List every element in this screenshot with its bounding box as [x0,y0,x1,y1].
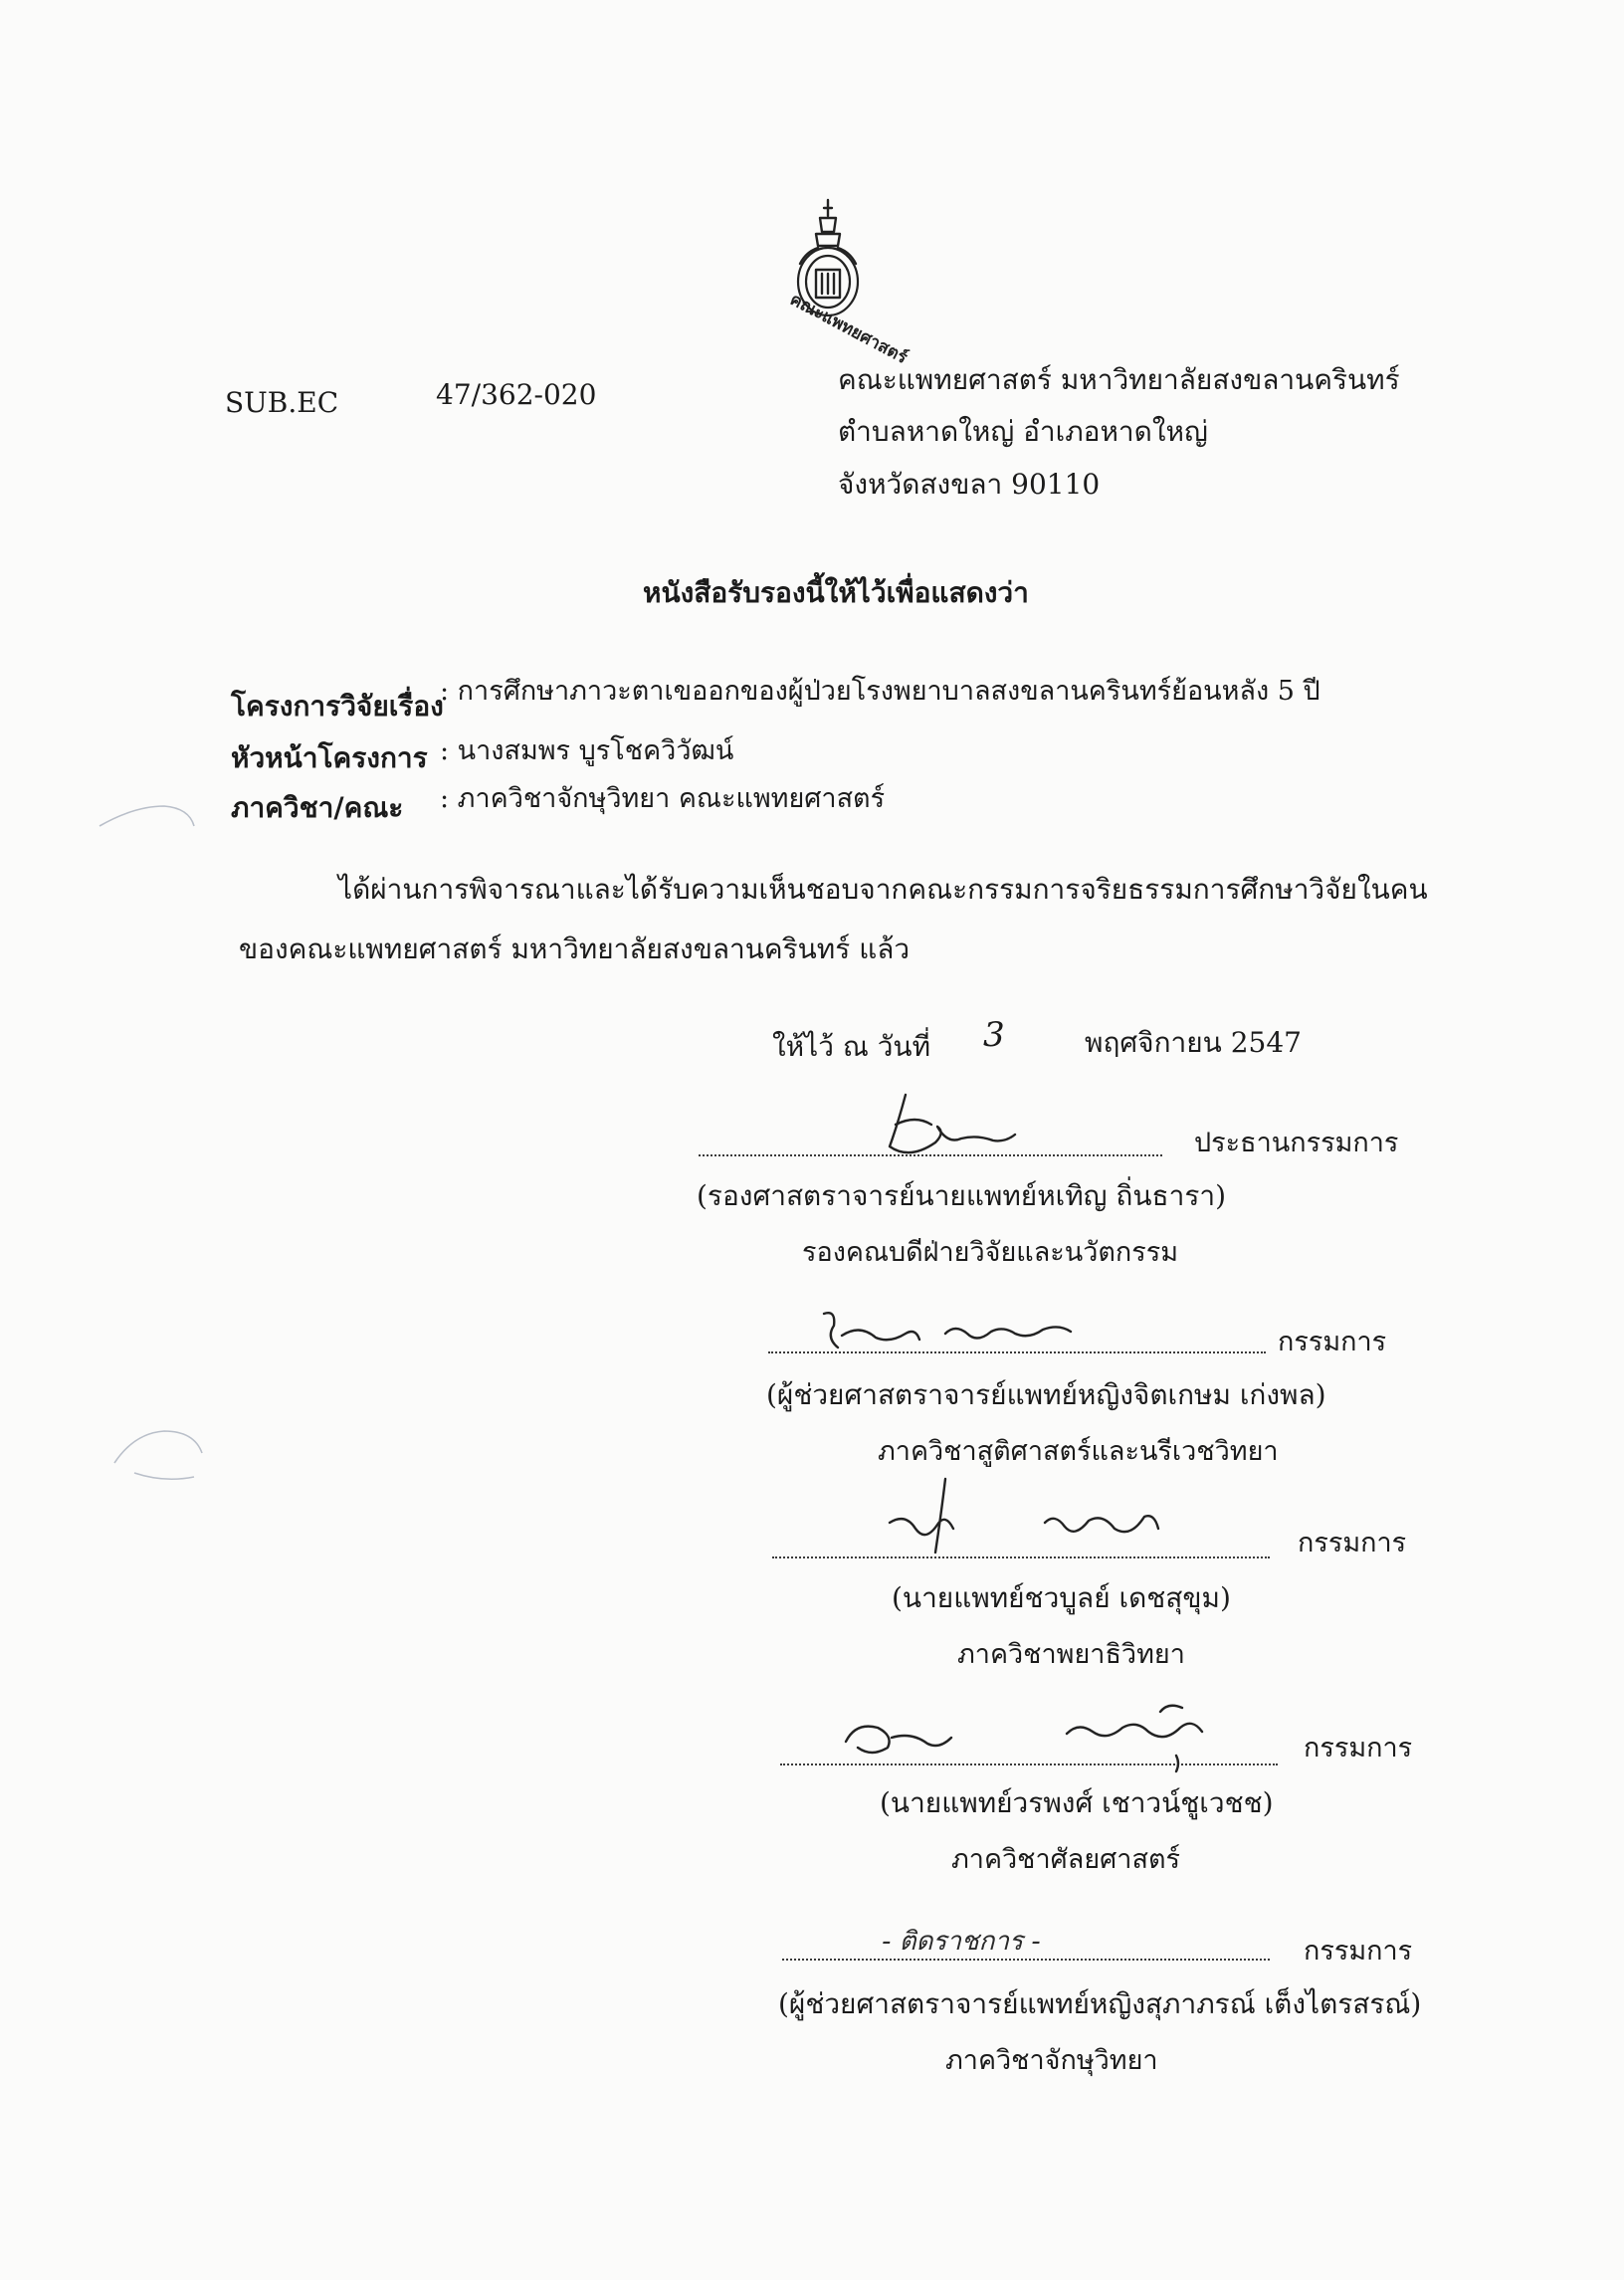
signatory-3-role: กรรมการ [1298,1528,1407,1558]
signatory-5-role: กรรมการ [1304,1936,1413,1967]
paper-fold-mark [104,1413,214,1493]
signatory-2-position: ภาควิชาสูติศาสตร์และนรีเวชวิทยา [878,1436,1279,1467]
signatory-1-role: ประธานกรรมการ [1194,1128,1399,1158]
project-head-value: : นางสมพร บูรโชควิวัฒน์ [440,735,734,766]
handwritten-signature [816,1304,1115,1363]
paper-fold-mark [95,786,204,836]
address-line-2: ตำบลหาดใหญ่ อำเภอหาดใหญ่ [838,415,1208,448]
signatory-4-role: กรรมการ [1304,1733,1413,1763]
handwritten-signature [876,1085,1025,1164]
handwritten-signature [876,1473,1194,1562]
project-dept-value: : ภาควิชาจักษุวิทยา คณะแพทยศาสตร์ [440,783,886,814]
body-line-2: ของคณะแพทยศาสตร์ มหาวิทยาลัยสงขลานครินทร์ แล้ว [239,933,911,965]
signatory-4-position: ภาควิชาศัลยศาสตร์ [951,1844,1180,1875]
signatory-5-position: ภาควิชาจักษุวิทยา [945,2045,1158,2076]
date-prefix: ให้ไว้ ณ วันที่ [772,1030,931,1063]
signatory-1-position: รองคณบดีฝ่ายวิจัยและนวัตกรรม [802,1237,1179,1268]
date-month-year: พฤศจิกายน 2547 [1085,1026,1302,1059]
signatory-3-name: (นายแพทย์ชวบูลย์ เดชสุขุม) [892,1581,1231,1614]
reference-number: 47/362-020 [436,378,597,411]
faculty-seal-logo [766,194,911,368]
reference-prefix: SUB.EC [225,386,339,419]
project-head-label: หัวหน้าโครงการ [231,741,428,774]
project-topic-label: โครงการวิจัยเรื่อง [231,690,444,723]
body-line-1: ได้ผ่านการพิจารณาและได้รับความเห็นชอบจากคณะกรรมการจริยธรรมการศึกษาวิจัยในคน [338,873,1428,906]
signatory-5-name: (ผู้ช่วยศาสตราจารย์แพทย์หญิงสุภาภรณ์ เต็งไตรสรณ์) [778,1987,1422,2020]
handwritten-absence-note: - ติดราชการ - [882,1927,1041,1957]
signatory-2-role: กรรมการ [1278,1327,1387,1357]
date-day-handwritten: 3 [983,1015,1005,1055]
signatory-2-name: (ผู้ช่วยศาสตราจารย์แพทย์หญิงจิตเกษม เก่งพล) [766,1378,1326,1411]
seal-text: คณะแพทยศาสตร์ [786,289,911,368]
signatory-3-position: ภาควิชาพยาธิวิทยา [957,1639,1185,1670]
address-line-3: จังหวัดสงขลา 90110 [838,468,1101,501]
project-dept-label: ภาควิชา/คณะ [231,791,404,824]
signatory-4-name: (นายแพทย์วรพงศ์ เชาวน์ชูเวชช) [880,1786,1274,1819]
signatory-1-name: (รองศาสตราจารย์นายแพทย์หเทิญ ถิ่นธารา) [697,1179,1227,1212]
handwritten-signature [832,1682,1270,1781]
address-line-1: คณะแพทยศาสตร์ มหาวิทยาลัยสงขลานครินทร์ [838,363,1400,396]
project-topic-value: : การศึกษาภาวะตาเขออกของผู้ป่วยโรงพยาบาลสงขลานครินทร์ย้อนหลัง 5 ปี [440,676,1320,707]
certificate-title: หนังสือรับรองนี้ให้ไว้เพื่อแสดงว่า [643,576,1029,609]
signature-line [782,1959,1270,1961]
